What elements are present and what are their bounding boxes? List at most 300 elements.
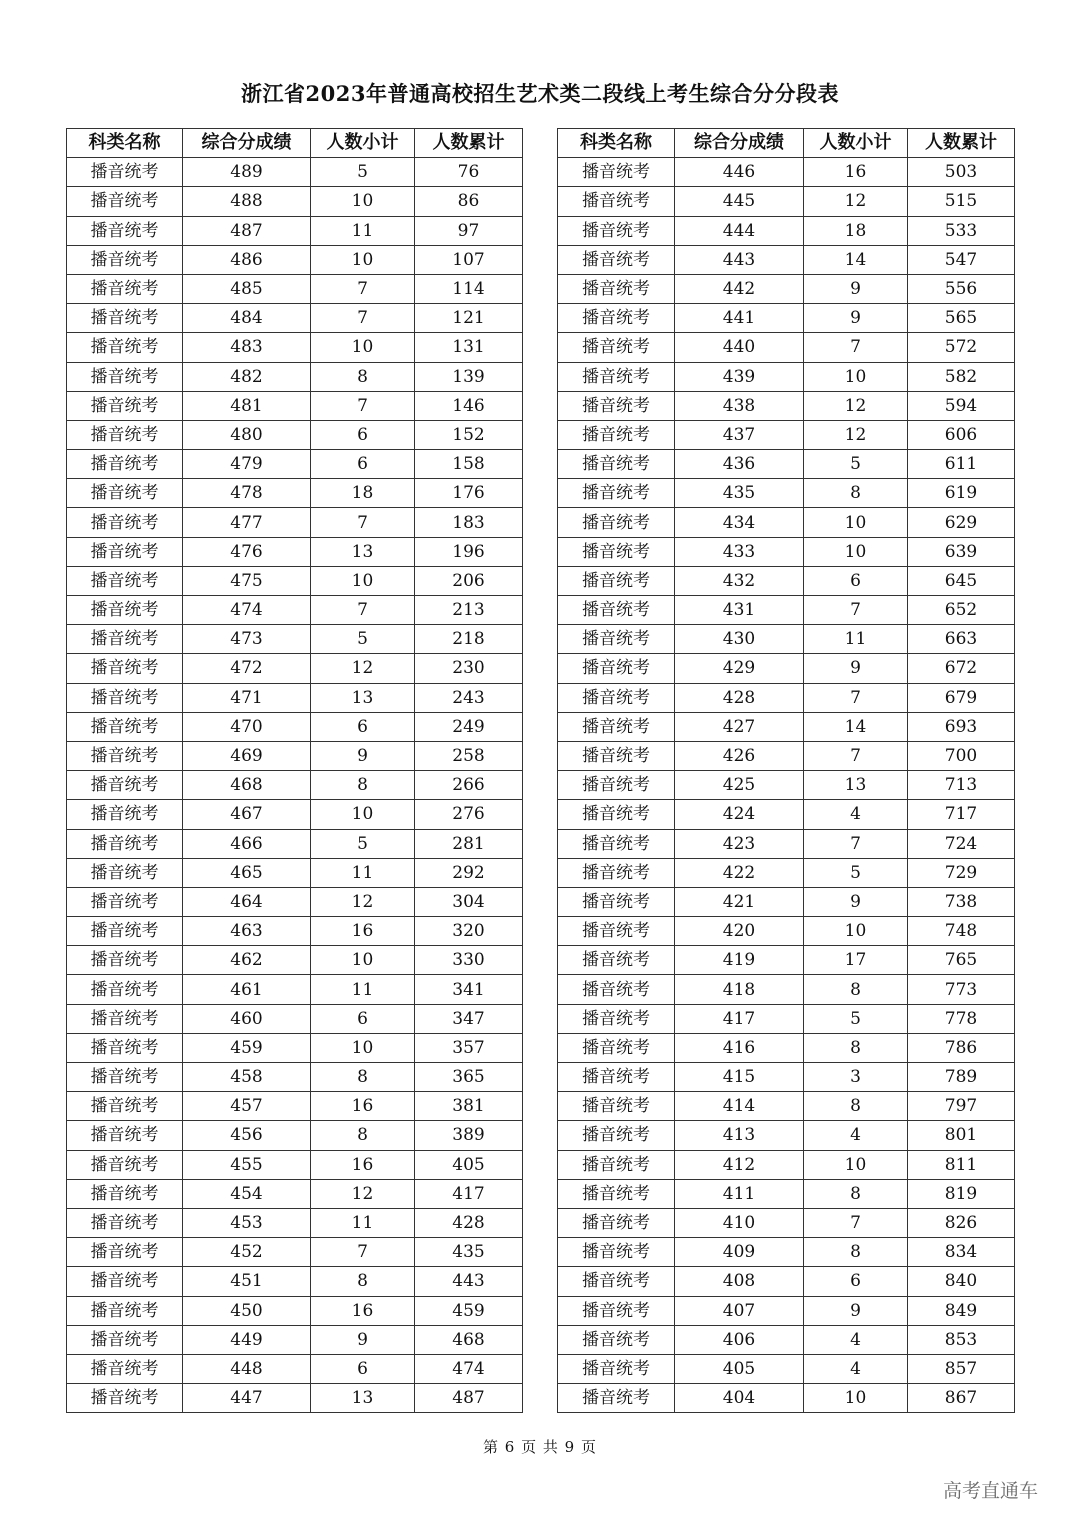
- cell-category: 播音统考: [67, 1063, 183, 1092]
- cell-cumulative: 834: [908, 1238, 1015, 1267]
- cell-category: 播音统考: [67, 829, 183, 858]
- cell-score: 455: [183, 1150, 311, 1179]
- cell-count: 8: [804, 1179, 908, 1208]
- cell-score: 461: [183, 975, 311, 1004]
- cell-category: 播音统考: [67, 1267, 183, 1296]
- table-row: [558, 508, 1015, 537]
- cell-category: 播音统考: [67, 304, 183, 333]
- cell-count: 5: [311, 158, 415, 187]
- cell-category: 播音统考: [67, 508, 183, 537]
- header-score: 综合分成绩: [183, 129, 311, 158]
- cell-count: 5: [311, 625, 415, 654]
- cell-cumulative: 405: [415, 1150, 523, 1179]
- cell-category: 播音统考: [558, 391, 675, 420]
- table-row: [558, 1150, 1015, 1179]
- table-row: [558, 158, 1015, 187]
- table-row: [67, 1354, 523, 1383]
- table-row: [67, 274, 523, 303]
- table-row: [67, 625, 523, 654]
- cell-cumulative: 582: [908, 362, 1015, 391]
- table-row: [558, 1179, 1015, 1208]
- cell-count: 6: [311, 1004, 415, 1033]
- cell-cumulative: 347: [415, 1004, 523, 1033]
- cell-score: 429: [675, 654, 804, 683]
- cell-score: 456: [183, 1121, 311, 1150]
- cell-cumulative: 594: [908, 391, 1015, 420]
- cell-cumulative: 266: [415, 771, 523, 800]
- table-row: [67, 245, 523, 274]
- cell-cumulative: 713: [908, 771, 1015, 800]
- cell-score: 454: [183, 1179, 311, 1208]
- document-title: 浙江省2023年普通高校招生艺术类二段线上考生综合分分段表: [241, 81, 839, 106]
- cell-score: 431: [675, 596, 804, 625]
- cell-score: 438: [675, 391, 804, 420]
- table-row: [67, 975, 523, 1004]
- cell-cumulative: 196: [415, 537, 523, 566]
- cell-cumulative: 365: [415, 1063, 523, 1092]
- cell-score: 467: [183, 800, 311, 829]
- cell-score: 420: [675, 917, 804, 946]
- table-row: [558, 187, 1015, 216]
- cell-cumulative: 572: [908, 333, 1015, 362]
- table-row: [558, 1384, 1015, 1413]
- cell-count: 16: [311, 1296, 415, 1325]
- cell-count: 7: [311, 274, 415, 303]
- cell-category: 播音统考: [67, 216, 183, 245]
- table-row: [67, 1325, 523, 1354]
- cell-cumulative: 206: [415, 566, 523, 595]
- table-row: [67, 917, 523, 946]
- table-row: [67, 537, 523, 566]
- cell-count: 5: [311, 829, 415, 858]
- cell-score: 487: [183, 216, 311, 245]
- cell-category: 播音统考: [67, 1179, 183, 1208]
- cell-category: 播音统考: [558, 304, 675, 333]
- cell-cumulative: 672: [908, 654, 1015, 683]
- cell-cumulative: 826: [908, 1208, 1015, 1237]
- cell-count: 10: [804, 362, 908, 391]
- cell-cumulative: 717: [908, 800, 1015, 829]
- table-row: [558, 1063, 1015, 1092]
- cell-category: 播音统考: [67, 1208, 183, 1237]
- cell-category: 播音统考: [67, 1325, 183, 1354]
- table-row: [558, 712, 1015, 741]
- cell-cumulative: 611: [908, 450, 1015, 479]
- cell-score: 426: [675, 741, 804, 770]
- cell-count: 12: [804, 420, 908, 449]
- cell-cumulative: 765: [908, 946, 1015, 975]
- cell-score: 485: [183, 274, 311, 303]
- cell-category: 播音统考: [67, 683, 183, 712]
- cell-count: 10: [311, 946, 415, 975]
- table-header-row: [67, 129, 523, 158]
- cell-cumulative: 428: [415, 1208, 523, 1237]
- cell-count: 10: [804, 1150, 908, 1179]
- cell-cumulative: 243: [415, 683, 523, 712]
- cell-score: 417: [675, 1004, 804, 1033]
- cell-score: 447: [183, 1384, 311, 1413]
- header-count: 人数小计: [311, 129, 415, 158]
- cell-count: 8: [311, 362, 415, 391]
- cell-count: 13: [311, 1384, 415, 1413]
- cell-count: 10: [311, 800, 415, 829]
- cell-score: 484: [183, 304, 311, 333]
- cell-count: 6: [311, 712, 415, 741]
- table-row: [558, 450, 1015, 479]
- cell-cumulative: 76: [415, 158, 523, 187]
- cell-score: 481: [183, 391, 311, 420]
- cell-category: 播音统考: [67, 1004, 183, 1033]
- table-row: [67, 450, 523, 479]
- cell-count: 9: [804, 887, 908, 916]
- table-row: [558, 1208, 1015, 1237]
- cell-count: 7: [804, 683, 908, 712]
- cell-count: 12: [311, 887, 415, 916]
- cell-category: 播音统考: [558, 1354, 675, 1383]
- header-category: 科类名称: [558, 129, 675, 158]
- table-row: [67, 741, 523, 770]
- cell-score: 434: [675, 508, 804, 537]
- cell-count: 7: [311, 304, 415, 333]
- cell-cumulative: 459: [415, 1296, 523, 1325]
- cell-cumulative: 556: [908, 274, 1015, 303]
- table-row: [67, 1004, 523, 1033]
- cell-category: 播音统考: [67, 479, 183, 508]
- cell-cumulative: 218: [415, 625, 523, 654]
- cell-count: 4: [804, 800, 908, 829]
- cell-score: 486: [183, 245, 311, 274]
- cell-cumulative: 131: [415, 333, 523, 362]
- cell-score: 489: [183, 158, 311, 187]
- table-row: [558, 800, 1015, 829]
- cell-category: 播音统考: [558, 1238, 675, 1267]
- cell-category: 播音统考: [67, 654, 183, 683]
- cell-cumulative: 533: [908, 216, 1015, 245]
- table-row: [67, 1033, 523, 1062]
- cell-cumulative: 474: [415, 1354, 523, 1383]
- table-row: [558, 683, 1015, 712]
- cell-cumulative: 700: [908, 741, 1015, 770]
- cell-score: 439: [675, 362, 804, 391]
- cell-count: 10: [311, 245, 415, 274]
- cell-cumulative: 811: [908, 1150, 1015, 1179]
- cell-count: 16: [804, 158, 908, 187]
- table-row: [67, 712, 523, 741]
- table-row: [558, 741, 1015, 770]
- cell-count: 9: [311, 1325, 415, 1354]
- table-row: [67, 391, 523, 420]
- cell-category: 播音统考: [67, 1121, 183, 1150]
- cell-cumulative: 639: [908, 537, 1015, 566]
- table-row: [558, 654, 1015, 683]
- table-row: [558, 245, 1015, 274]
- cell-count: 12: [311, 1179, 415, 1208]
- table-row: [558, 566, 1015, 595]
- page-number: 第 6 页 共 9 页: [483, 1438, 597, 1456]
- table-row: [558, 829, 1015, 858]
- table-row: [558, 537, 1015, 566]
- cell-count: 11: [804, 625, 908, 654]
- cell-cumulative: 276: [415, 800, 523, 829]
- cell-category: 播音统考: [67, 917, 183, 946]
- cell-cumulative: 801: [908, 1121, 1015, 1150]
- cell-count: 6: [311, 420, 415, 449]
- table-row: [558, 975, 1015, 1004]
- cell-count: 12: [804, 391, 908, 420]
- cell-score: 465: [183, 858, 311, 887]
- cell-count: 9: [804, 654, 908, 683]
- table-row: [67, 683, 523, 712]
- cell-cumulative: 176: [415, 479, 523, 508]
- cell-cumulative: 773: [908, 975, 1015, 1004]
- table-row: [67, 566, 523, 595]
- cell-category: 播音统考: [558, 333, 675, 362]
- cell-score: 419: [675, 946, 804, 975]
- cell-category: 播音统考: [67, 566, 183, 595]
- cell-score: 453: [183, 1208, 311, 1237]
- cell-count: 5: [804, 1004, 908, 1033]
- cell-count: 10: [804, 508, 908, 537]
- cell-cumulative: 853: [908, 1325, 1015, 1354]
- table-row: [558, 1121, 1015, 1150]
- cell-score: 475: [183, 566, 311, 595]
- cell-cumulative: 652: [908, 596, 1015, 625]
- cell-count: 9: [804, 304, 908, 333]
- cell-score: 443: [675, 245, 804, 274]
- cell-cumulative: 487: [415, 1384, 523, 1413]
- cell-cumulative: 341: [415, 975, 523, 1004]
- header-cumulative: 人数累计: [908, 129, 1015, 158]
- cell-score: 427: [675, 712, 804, 741]
- table-row: [558, 887, 1015, 916]
- cell-cumulative: 417: [415, 1179, 523, 1208]
- cell-score: 460: [183, 1004, 311, 1033]
- table-row: [67, 887, 523, 916]
- cell-count: 8: [804, 1092, 908, 1121]
- cell-category: 播音统考: [558, 917, 675, 946]
- cell-cumulative: 503: [908, 158, 1015, 187]
- cell-score: 451: [183, 1267, 311, 1296]
- cell-cumulative: 304: [415, 887, 523, 916]
- table-row: [67, 362, 523, 391]
- cell-count: 9: [804, 274, 908, 303]
- cell-category: 播音统考: [558, 596, 675, 625]
- cell-cumulative: 183: [415, 508, 523, 537]
- cell-cumulative: 663: [908, 625, 1015, 654]
- cell-score: 474: [183, 596, 311, 625]
- table-row: [67, 216, 523, 245]
- cell-count: 11: [311, 858, 415, 887]
- cell-category: 播音统考: [558, 1179, 675, 1208]
- cell-cumulative: 86: [415, 187, 523, 216]
- cell-category: 播音统考: [67, 158, 183, 187]
- cell-category: 播音统考: [558, 362, 675, 391]
- cell-count: 10: [804, 917, 908, 946]
- cell-cumulative: 435: [415, 1238, 523, 1267]
- cell-cumulative: 468: [415, 1325, 523, 1354]
- cell-cumulative: 357: [415, 1033, 523, 1062]
- cell-category: 播音统考: [558, 625, 675, 654]
- cell-count: 4: [804, 1325, 908, 1354]
- cell-count: 16: [311, 1092, 415, 1121]
- cell-count: 7: [804, 333, 908, 362]
- table-row: [558, 1325, 1015, 1354]
- cell-score: 479: [183, 450, 311, 479]
- cell-category: 播音统考: [558, 420, 675, 449]
- cell-category: 播音统考: [67, 450, 183, 479]
- table-row: [67, 187, 523, 216]
- table-row: [558, 771, 1015, 800]
- cell-score: 452: [183, 1238, 311, 1267]
- cell-count: 7: [804, 741, 908, 770]
- table-row: [67, 1063, 523, 1092]
- cell-score: 471: [183, 683, 311, 712]
- table-row: [67, 304, 523, 333]
- cell-score: 430: [675, 625, 804, 654]
- table-row: [67, 1238, 523, 1267]
- cell-score: 409: [675, 1238, 804, 1267]
- cell-category: 播音统考: [67, 274, 183, 303]
- cell-score: 412: [675, 1150, 804, 1179]
- cell-cumulative: 857: [908, 1354, 1015, 1383]
- cell-score: 476: [183, 537, 311, 566]
- cell-count: 9: [804, 1296, 908, 1325]
- cell-score: 405: [675, 1354, 804, 1383]
- table-row: [67, 1384, 523, 1413]
- cell-score: 462: [183, 946, 311, 975]
- cell-score: 416: [675, 1033, 804, 1062]
- cell-cumulative: 840: [908, 1267, 1015, 1296]
- table-row: [558, 917, 1015, 946]
- cell-cumulative: 249: [415, 712, 523, 741]
- cell-category: 播音统考: [558, 216, 675, 245]
- cell-cumulative: 679: [908, 683, 1015, 712]
- cell-score: 408: [675, 1267, 804, 1296]
- cell-category: 播音统考: [67, 946, 183, 975]
- cell-category: 播音统考: [67, 245, 183, 274]
- cell-score: 424: [675, 800, 804, 829]
- cell-count: 10: [804, 1384, 908, 1413]
- cell-category: 播音统考: [67, 771, 183, 800]
- cell-cumulative: 738: [908, 887, 1015, 916]
- cell-count: 7: [311, 508, 415, 537]
- cell-category: 播音统考: [558, 1063, 675, 1092]
- cell-count: 7: [311, 391, 415, 420]
- cell-score: 421: [675, 887, 804, 916]
- cell-category: 播音统考: [67, 1238, 183, 1267]
- table-row: [67, 158, 523, 187]
- cell-category: 播音统考: [67, 625, 183, 654]
- cell-cumulative: 849: [908, 1296, 1015, 1325]
- cell-cumulative: 292: [415, 858, 523, 887]
- cell-count: 11: [311, 216, 415, 245]
- header-category: 科类名称: [67, 129, 183, 158]
- table-row: [67, 1208, 523, 1237]
- cell-category: 播音统考: [558, 683, 675, 712]
- cell-cumulative: 389: [415, 1121, 523, 1150]
- cell-cumulative: 693: [908, 712, 1015, 741]
- cell-score: 442: [675, 274, 804, 303]
- cell-count: 8: [311, 1267, 415, 1296]
- cell-score: 457: [183, 1092, 311, 1121]
- cell-score: 466: [183, 829, 311, 858]
- cell-score: 436: [675, 450, 804, 479]
- cell-score: 422: [675, 858, 804, 887]
- cell-score: 432: [675, 566, 804, 595]
- table-row: [67, 1179, 523, 1208]
- cell-count: 6: [804, 566, 908, 595]
- cell-cumulative: 547: [908, 245, 1015, 274]
- cell-category: 播音统考: [67, 596, 183, 625]
- cell-category: 播音统考: [67, 1384, 183, 1413]
- cell-cumulative: 729: [908, 858, 1015, 887]
- cell-score: 480: [183, 420, 311, 449]
- cell-cumulative: 381: [415, 1092, 523, 1121]
- cell-count: 18: [804, 216, 908, 245]
- cell-count: 8: [311, 1121, 415, 1150]
- cell-category: 播音统考: [67, 362, 183, 391]
- table-row: [67, 1121, 523, 1150]
- cell-score: 483: [183, 333, 311, 362]
- cell-cumulative: 146: [415, 391, 523, 420]
- cell-category: 播音统考: [558, 1150, 675, 1179]
- table-row: [558, 596, 1015, 625]
- cell-score: 458: [183, 1063, 311, 1092]
- cell-cumulative: 158: [415, 450, 523, 479]
- table-row: [558, 1004, 1015, 1033]
- cell-count: 6: [311, 1354, 415, 1383]
- header-score: 综合分成绩: [675, 129, 804, 158]
- cell-cumulative: 565: [908, 304, 1015, 333]
- table-row: [558, 1092, 1015, 1121]
- cell-count: 5: [804, 450, 908, 479]
- table-row: [67, 1267, 523, 1296]
- cell-category: 播音统考: [558, 771, 675, 800]
- cell-count: 8: [804, 479, 908, 508]
- cell-score: 473: [183, 625, 311, 654]
- cell-count: 5: [804, 858, 908, 887]
- cell-count: 7: [804, 596, 908, 625]
- cell-category: 播音统考: [558, 741, 675, 770]
- score-table-left: [66, 128, 523, 1413]
- watermark-text: 高考直通车: [943, 1480, 1039, 1502]
- cell-cumulative: 619: [908, 479, 1015, 508]
- cell-score: 440: [675, 333, 804, 362]
- cell-cumulative: 797: [908, 1092, 1015, 1121]
- cell-count: 16: [311, 917, 415, 946]
- cell-score: 415: [675, 1063, 804, 1092]
- cell-category: 播音统考: [558, 566, 675, 595]
- cell-cumulative: 121: [415, 304, 523, 333]
- table-row: [67, 800, 523, 829]
- cell-category: 播音统考: [67, 1092, 183, 1121]
- cell-count: 8: [311, 1063, 415, 1092]
- cell-score: 482: [183, 362, 311, 391]
- cell-score: 470: [183, 712, 311, 741]
- cell-count: 10: [804, 537, 908, 566]
- cell-score: 423: [675, 829, 804, 858]
- cell-count: 11: [311, 975, 415, 1004]
- cell-score: 468: [183, 771, 311, 800]
- cell-category: 播音统考: [558, 1384, 675, 1413]
- cell-count: 9: [311, 741, 415, 770]
- cell-cumulative: 748: [908, 917, 1015, 946]
- table-row: [67, 771, 523, 800]
- header-cumulative: 人数累计: [415, 129, 523, 158]
- cell-cumulative: 107: [415, 245, 523, 274]
- cell-category: 播音统考: [67, 1150, 183, 1179]
- cell-score: 418: [675, 975, 804, 1004]
